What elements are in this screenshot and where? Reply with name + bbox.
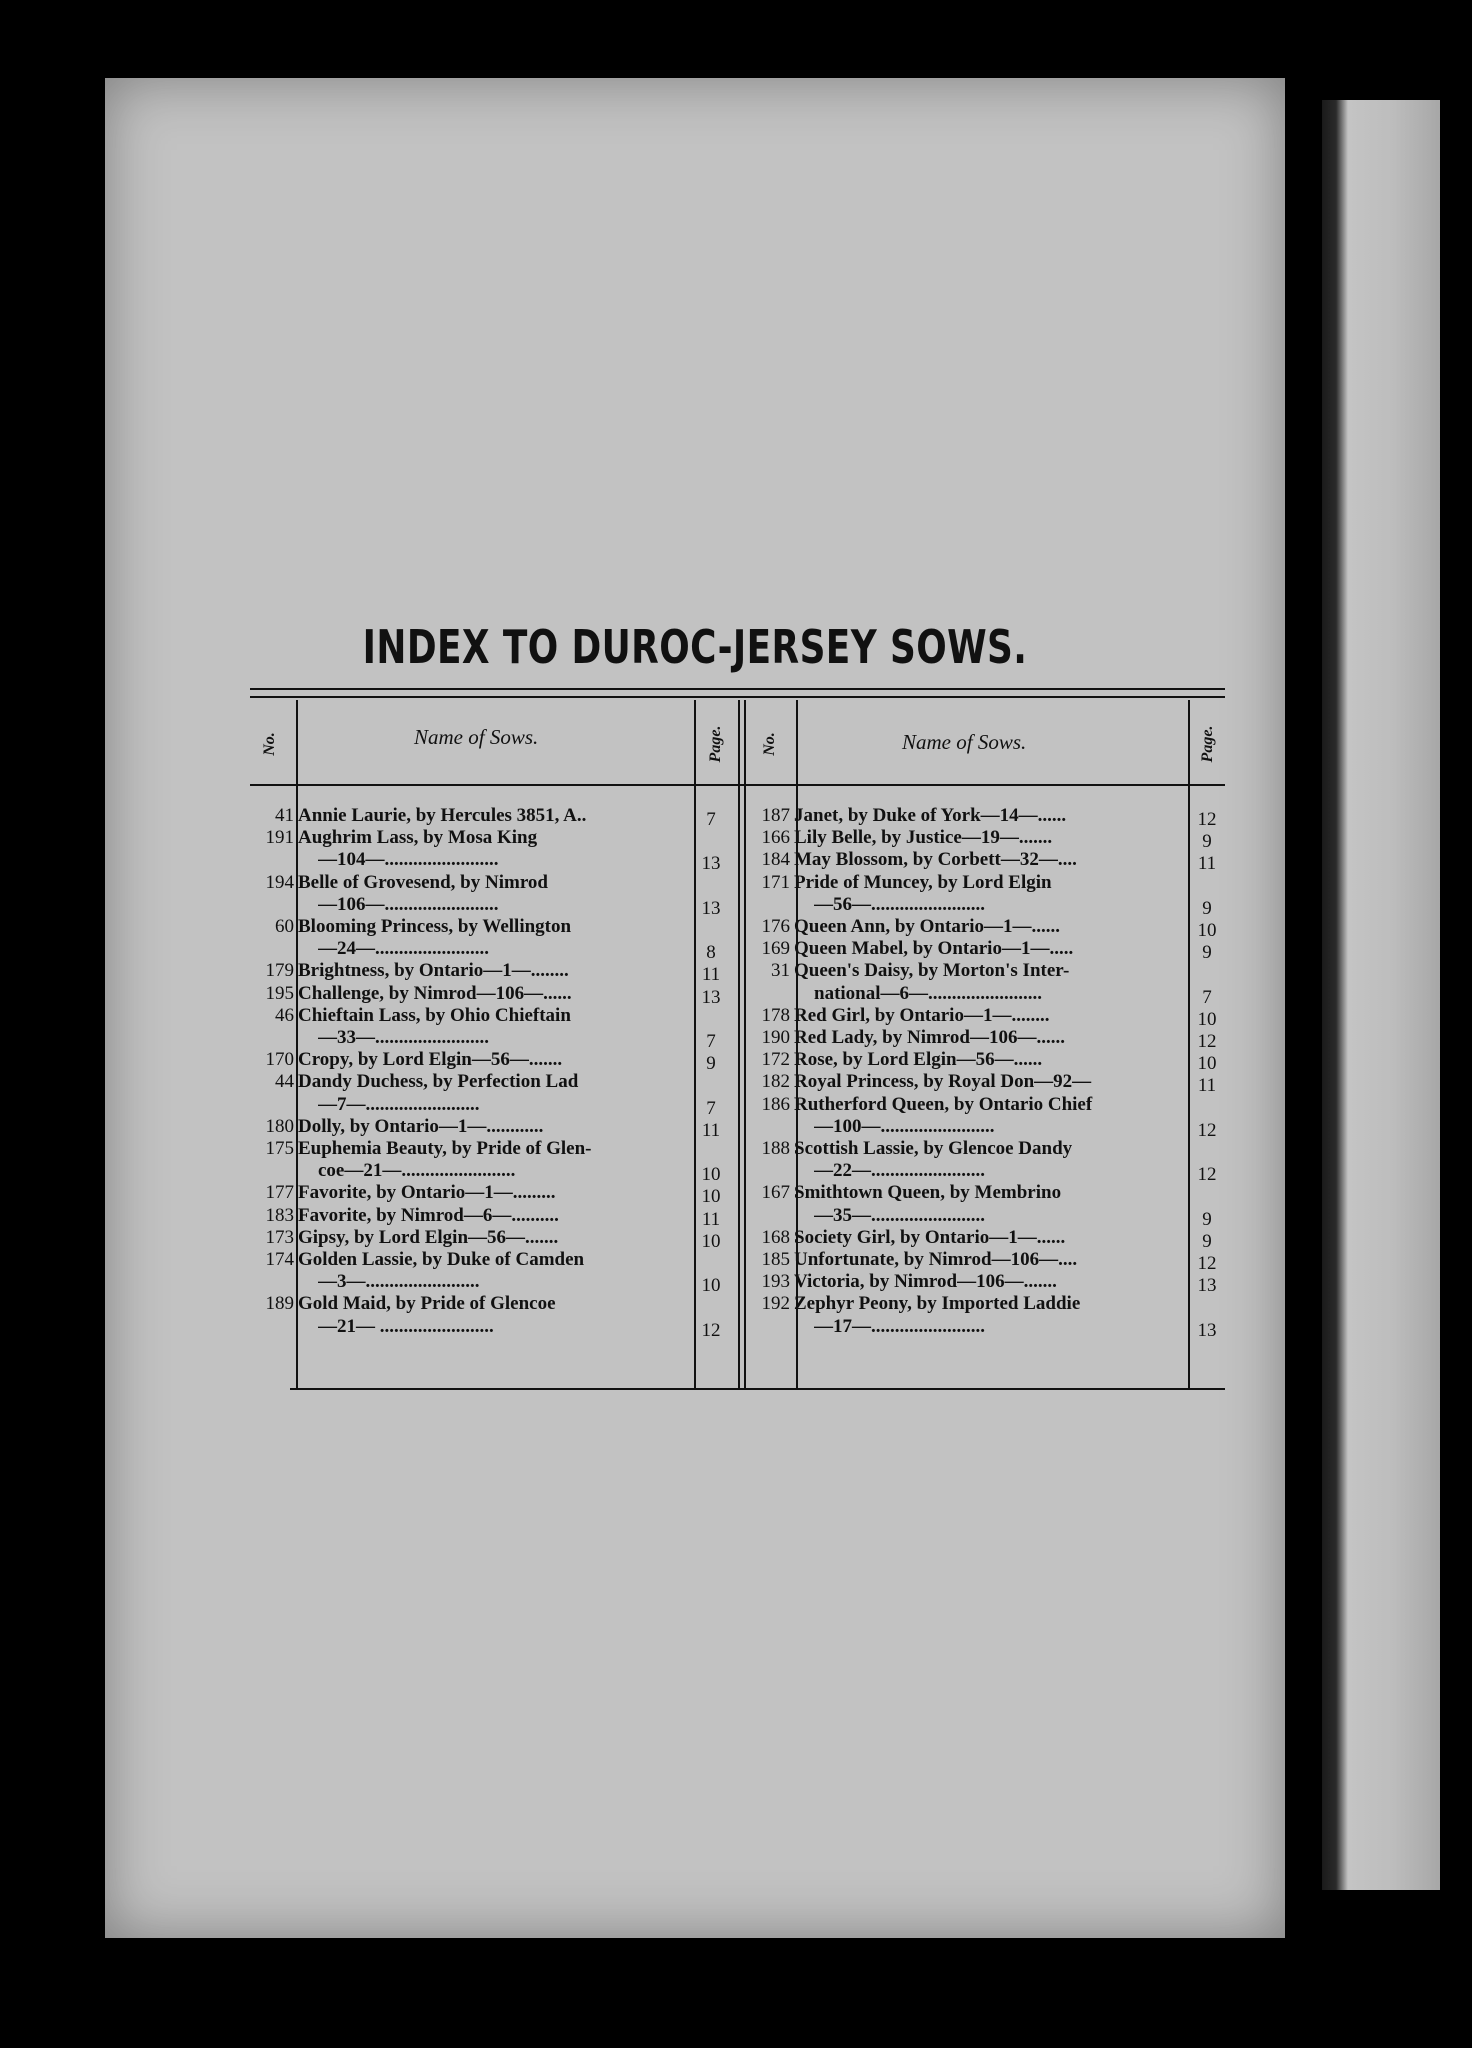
entry-number: 41	[275, 805, 294, 826]
entry-number: 195	[265, 982, 294, 1004]
entry-page: 10	[701, 1275, 721, 1297]
entry-number: 185	[761, 1249, 790, 1270]
entry-number: 183	[265, 1204, 294, 1226]
entry-name-line: Rose, by Lord Elgin—56—......	[794, 1049, 1043, 1071]
entry-number: 174	[265, 1249, 294, 1270]
entry-number: 191	[265, 827, 294, 849]
entry-page: 9	[1202, 831, 1212, 853]
entry-number: 176	[761, 916, 790, 937]
entry-name-line: Blooming Princess, by Wellington	[298, 916, 572, 937]
entry-page: 12	[701, 1319, 721, 1341]
table-rule-bottom	[290, 1388, 1225, 1390]
page-title: INDEX TO DUROC-JERSEY SOWS.	[362, 620, 1028, 674]
entry-name-line: Red Girl, by Ontario—1—........	[794, 1004, 1050, 1026]
entry-page: 11	[701, 964, 721, 986]
entry-page: 12	[1197, 1119, 1217, 1141]
entry-name-line: Unfortunate, by Nimrod—106—....	[794, 1249, 1078, 1270]
entry-name-line: Pride of Muncey, by Lord Elgin	[794, 871, 1052, 893]
header-no-right: No.	[761, 732, 778, 756]
entry-number: 169	[761, 938, 790, 960]
entry-page: 7	[706, 809, 716, 830]
entry-page: 10	[701, 1186, 721, 1208]
entry-page: 10	[1197, 1053, 1217, 1075]
entry-number: 192	[761, 1293, 790, 1315]
entry-name-line: Smithtown Queen, by Membrino	[794, 1182, 1062, 1204]
entry-number: 31	[771, 960, 790, 982]
entry-number: 189	[265, 1293, 294, 1315]
entry-page: 9	[1202, 1208, 1212, 1230]
entry-page: 13	[701, 897, 721, 919]
entry-number: 166	[761, 827, 790, 849]
entry-number: 60	[275, 916, 294, 937]
entry-number: 177	[265, 1182, 294, 1204]
entry-name-line: —7—........................	[318, 1093, 480, 1115]
header-name-right: Name of Sows.	[902, 730, 1027, 754]
entry-name-line: —17—........................	[814, 1315, 985, 1337]
entry-name-line: Dandy Duchess, by Perfection Lad	[298, 1071, 579, 1093]
entry-page: 13	[1197, 1275, 1217, 1297]
entry-number: 184	[761, 849, 790, 871]
entry-number: 179	[265, 960, 294, 982]
entry-name-line: May Blossom, by Corbett—32—....	[794, 849, 1077, 871]
entry-page: 9	[706, 1053, 716, 1075]
entry-name-line: Cropy, by Lord Elgin—56—.......	[298, 1049, 563, 1071]
entry-page: 12	[1197, 1253, 1217, 1274]
entry-name-line: —21— ........................	[318, 1315, 494, 1337]
entry-page: 12	[1197, 809, 1217, 830]
entry-page: 13	[701, 853, 721, 875]
entry-name-line: —100—........................	[814, 1115, 995, 1137]
entry-number: 178	[761, 1004, 790, 1026]
header-name-left: Name of Sows.	[414, 725, 539, 749]
entry-number: 186	[761, 1093, 790, 1115]
entry-page: 7	[1202, 986, 1212, 1008]
entry-page: 11	[701, 1208, 721, 1230]
entry-name-line: Belle of Grovesend, by Nimrod	[298, 871, 548, 893]
entry-number: 194	[265, 871, 294, 893]
entry-number: 182	[761, 1071, 790, 1093]
entry-page: 7	[706, 1097, 716, 1119]
entry-name-line: Gold Maid, by Pride of Glencoe	[298, 1293, 556, 1315]
entry-name-line: Euphemia Beauty, by Pride of Glen-	[298, 1138, 592, 1159]
entry-name-line: Favorite, by Ontario—1—.........	[298, 1182, 556, 1204]
entry-name-line: Brightness, by Ontario—1—........	[298, 960, 569, 982]
entry-page: 12	[1197, 1164, 1217, 1186]
entry-page: 7	[706, 1030, 716, 1052]
entry-name-line: Queen Ann, by Ontario—1—......	[794, 916, 1061, 937]
entry-name-line: Scottish Lassie, by Glencoe Dandy	[794, 1138, 1073, 1159]
entry-name-line: —106—........................	[318, 893, 499, 915]
entry-name-line: Dolly, by Ontario—1—............	[298, 1115, 544, 1137]
entry-number: 172	[761, 1049, 790, 1071]
entry-page: 9	[1202, 1230, 1212, 1252]
entry-number: 188	[761, 1138, 790, 1159]
entry-name-line: national—6—........................	[814, 982, 1043, 1004]
entry-name-line: Annie Laurie, by Hercules 3851, A..	[298, 805, 587, 826]
entry-number: 170	[265, 1049, 294, 1071]
entry-page: 12	[1197, 1031, 1217, 1052]
entry-name-line: —24—........................	[318, 938, 489, 960]
entry-page: 10	[1197, 1008, 1217, 1030]
entry-number: 180	[265, 1115, 294, 1137]
entry-name-line: —104—........................	[318, 849, 499, 871]
entry-page: 10	[701, 1230, 721, 1252]
entry-page: 13	[701, 986, 721, 1008]
entry-name-line: Victoria, by Nimrod—106—.......	[794, 1271, 1057, 1293]
book-spine-edge	[1322, 100, 1440, 1890]
entry-name-line: Rutherford Queen, by Ontario Chief	[794, 1093, 1093, 1115]
header-rule-top	[250, 688, 1225, 690]
entry-name-line: Lily Belle, by Justice—19—.......	[794, 827, 1053, 849]
entry-name-line: Zephyr Peony, by Imported Laddie	[794, 1293, 1081, 1315]
entry-number: 171	[761, 871, 790, 893]
entry-name-line: Society Girl, by Ontario—1—......	[794, 1226, 1066, 1248]
entry-name-line: Chieftain Lass, by Ohio Chieftain	[298, 1004, 571, 1026]
entry-name-line: Red Lady, by Nimrod—106—......	[794, 1027, 1065, 1048]
entry-name-line: Favorite, by Nimrod—6—..........	[298, 1204, 559, 1226]
entry-number: 46	[275, 1004, 294, 1026]
entry-name-line: Challenge, by Nimrod—106—......	[298, 982, 572, 1004]
col-divider-left-no	[296, 700, 298, 1390]
entry-name-line: Queen's Daisy, by Morton's Inter-	[794, 960, 1070, 982]
entry-name-line: —22—........................	[814, 1160, 985, 1182]
col-divider-center-1	[738, 700, 740, 1390]
entry-name-line: —33—........................	[318, 1026, 489, 1048]
entry-name-line: Aughrim Lass, by Mosa King	[298, 827, 538, 849]
entry-page: 8	[706, 942, 716, 964]
entry-page: 10	[1197, 920, 1217, 941]
entry-number: 167	[761, 1182, 790, 1204]
entry-page: 9	[1202, 942, 1212, 964]
entry-name-line: Golden Lassie, by Duke of Camden	[298, 1249, 585, 1270]
entry-number: 190	[761, 1027, 790, 1048]
entry-number: 168	[761, 1226, 790, 1248]
entry-name-line: —35—........................	[814, 1204, 985, 1226]
header-page-left: Page.	[707, 725, 724, 763]
entry-name-line: Royal Princess, by Royal Don—92—	[794, 1071, 1092, 1093]
entry-number: 175	[265, 1138, 294, 1159]
entry-name-line: Queen Mabel, by Ontario—1—.....	[794, 938, 1074, 960]
entry-page: 9	[1202, 897, 1212, 919]
entry-page: 10	[701, 1164, 721, 1186]
entry-name-line: Gipsy, by Lord Elgin—56—.......	[298, 1226, 559, 1248]
entry-page: 13	[1197, 1319, 1217, 1341]
entry-number: 173	[265, 1226, 294, 1248]
entry-page: 11	[701, 1119, 721, 1141]
entry-page: 11	[1197, 853, 1217, 875]
entry-name-line: Janet, by Duke of York—14—......	[794, 805, 1067, 826]
entry-number: 193	[761, 1271, 790, 1293]
entry-name-line: coe—21—........................	[318, 1160, 516, 1182]
entry-page: 11	[1197, 1075, 1217, 1097]
header-page-right: Page.	[1199, 725, 1216, 763]
entry-number: 187	[761, 805, 790, 826]
header-no-left: No.	[261, 732, 278, 756]
header-rule-top-2	[250, 696, 1225, 698]
entry-name-line: —56—........................	[814, 893, 985, 915]
entry-number: 44	[275, 1071, 294, 1093]
entry-name-line: —3—........................	[318, 1271, 480, 1293]
